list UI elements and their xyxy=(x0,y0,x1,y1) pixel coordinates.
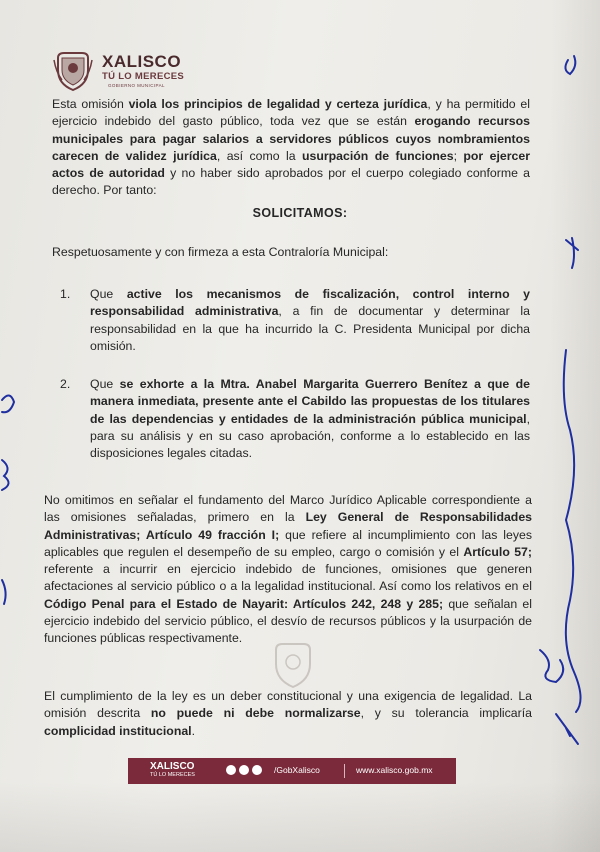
text-run: Que xyxy=(90,287,127,301)
bold-text-run: complicidad institucional xyxy=(44,723,192,738)
margin-signature xyxy=(556,714,578,744)
text-run: , y su tolerancia implicaría xyxy=(360,706,532,721)
brand-name: XALISCO xyxy=(102,52,182,71)
margin-signature xyxy=(565,56,575,74)
text-run: ; xyxy=(453,148,464,163)
brand-tagline: TÚ LO MERECES xyxy=(102,71,185,82)
margin-signature xyxy=(564,350,581,712)
item-number: 2. xyxy=(60,377,71,391)
bold-text-run: se exhorte a la Mtra. Anabel Margarita Guerrero Benítez a que de manera inmediata, presente ante el Cabildo las propuestas de los titulares de las dependencias y entidades de la administración pública municipal xyxy=(90,377,530,426)
margin-signature xyxy=(2,460,9,490)
bold-text-run: erogando recursos municipales para pagar salarios a servidores públicos cuyos nombramientos carecen de validez jurídica xyxy=(52,114,530,163)
website-url: www.xalisco.gob.mx xyxy=(356,765,433,775)
footer-brand: XALISCO xyxy=(150,761,195,772)
margin-signature xyxy=(566,238,578,268)
text-run: que señalan el ejercicio indebido del servicio público, el desvío de recursos públicos y la usurpación de funciones públicas respectivamente. xyxy=(44,596,532,646)
bold-text-run: Ley General de Responsabilidades Administrativas; Artículo 49 fracción I; xyxy=(44,510,532,542)
section-heading: SOLICITAMOS: xyxy=(252,206,348,220)
text-run: , y ha permitido el ejercicio indebido del gasto público, toda vez que se están xyxy=(52,97,530,129)
bold-text-run: active los mecanismos de fiscalización, control interno y responsabilidad administrativa xyxy=(90,287,530,319)
text-run: que refiere al incumplimiento con las leyes aplicables que regulen el desempeño de su empleo, cargo o comisión y el xyxy=(44,527,533,559)
text-run: y no haber sido aprobados por el cuerpo colegiado conforme a derecho. Por tanto: xyxy=(52,166,530,198)
bold-text-run: por ejercer actos de autoridad xyxy=(52,148,530,181)
bold-text-run: Artículo 57; xyxy=(463,544,532,559)
text-run: referente a incurrir en ejercicio indebido de funciones, omisiones que generen afectaciones al servicio público o a la legalidad institucional. Así como los relativos en el xyxy=(44,562,532,594)
brand-subline: GOBIERNO MUNICIPAL xyxy=(108,83,165,88)
bold-text-run: Código Penal para el Estado de Nayarit: Artículos 242, 248 y 285; xyxy=(44,596,444,611)
margin-signature xyxy=(540,650,563,682)
text-run: , a fin de documentar y determinar la responsabilidad en la que ha incurrido la C. Presidenta Municipal por dicha omisión. xyxy=(90,304,530,353)
text-run: , para su análisis y en su caso aprobación, conforme a lo establecido en las disposiciones legales citadas. xyxy=(90,411,530,461)
text-run: No omitimos en señalar el fundamento del Marco Jurídico Aplicable correspondiente a las omisiones señaladas, primero en la xyxy=(44,493,532,525)
footer-tagline: TÚ LO MERECES xyxy=(150,772,195,778)
text-run: Esta omisión xyxy=(52,97,129,111)
text-run: . xyxy=(191,723,196,738)
bold-text-run: no puede ni debe normalizarse xyxy=(150,706,361,721)
social-handle: /GobXalisco xyxy=(274,765,320,775)
text-run: Que xyxy=(90,377,120,391)
text-run: , así como la xyxy=(216,148,303,163)
item-number: 1. xyxy=(60,287,71,301)
bold-text-run: viola los principios de legalidad y certeza jurídica xyxy=(128,97,428,111)
bold-text-run: usurpación de funciones xyxy=(302,148,454,163)
text-run: El cumplimiento de la ley es un deber constitucional y una exigencia de legalidad. La omisión descrita xyxy=(44,689,532,721)
paragraph-request-intro: Respetuosamente y con firmeza a esta Contraloría Municipal: xyxy=(52,245,389,259)
margin-signature xyxy=(2,395,14,412)
margin-signature xyxy=(2,580,6,604)
